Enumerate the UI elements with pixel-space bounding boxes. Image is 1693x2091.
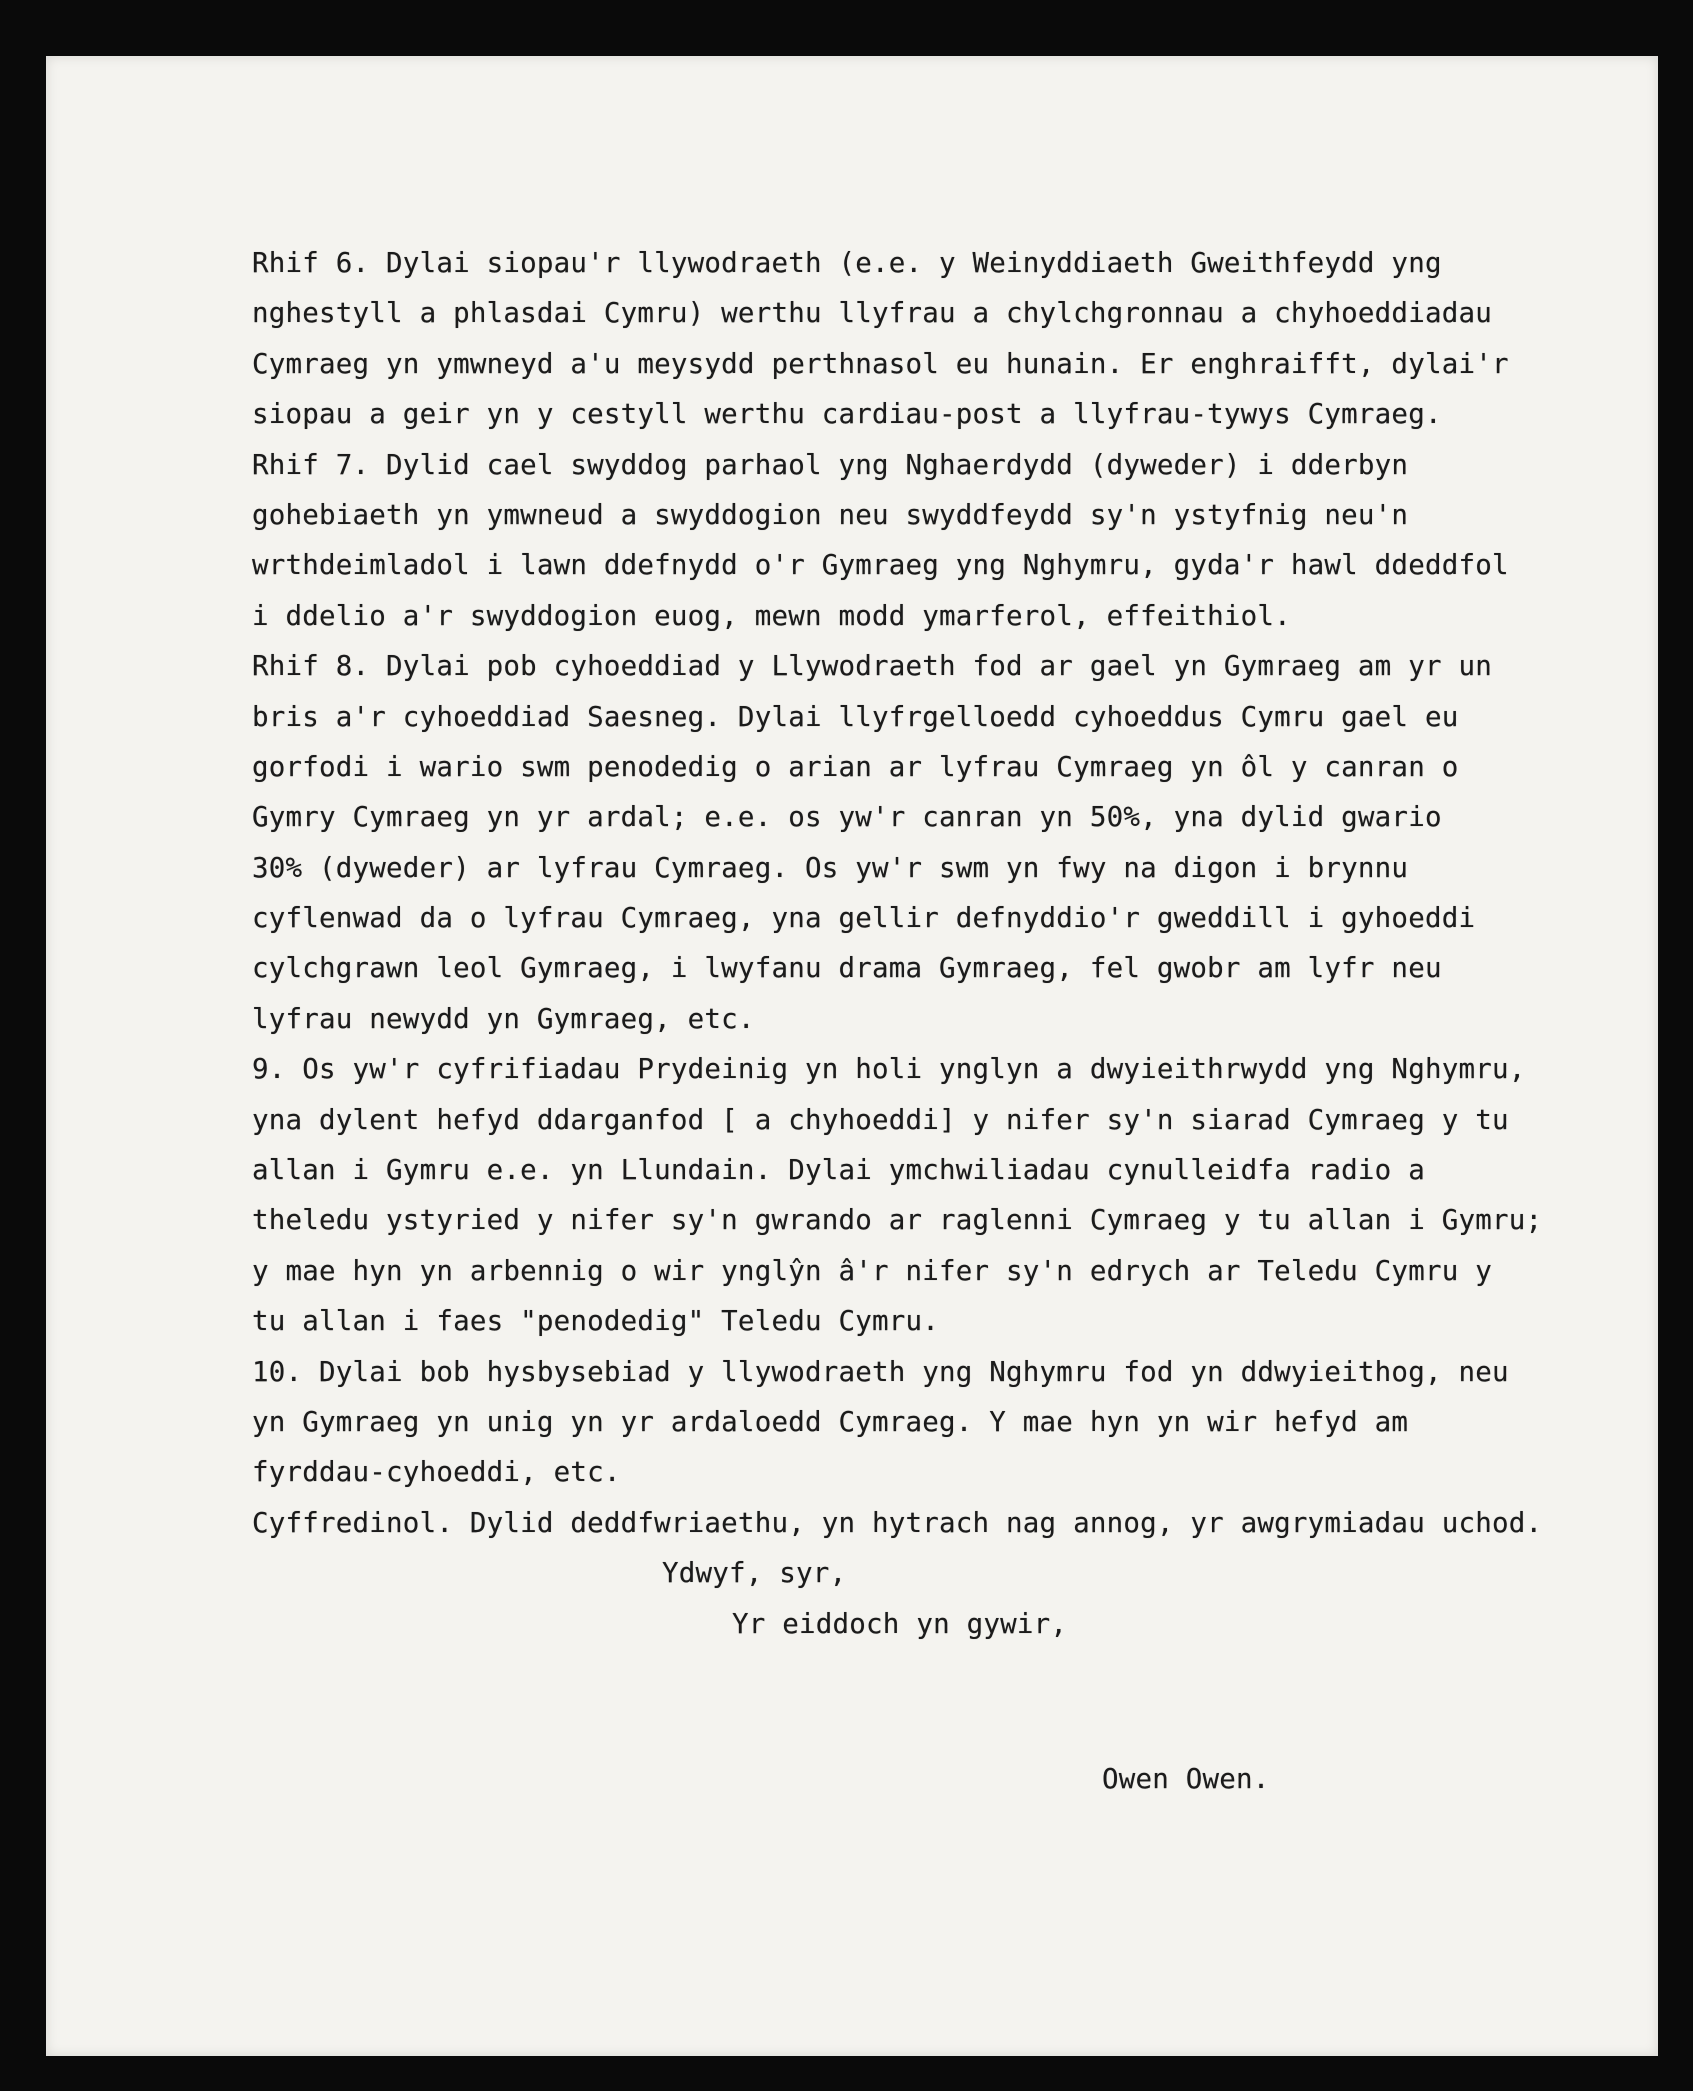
letter-page bbox=[46, 56, 1658, 2056]
text-line: Cymraeg yn ymwneyd a'u meysydd perthnasol eu hunain. Er enghraifft, dylai'r bbox=[252, 347, 1509, 380]
text-line: allan i Gymru e.e. yn Llundain. Dylai ymchwiliadau cynulleidfa radio a bbox=[252, 1154, 1425, 1187]
text-line: 9. Os yw'r cyfrifiadau Prydeinig yn holi ynglyn a dwyieithrwydd yng Nghymru, bbox=[252, 1053, 1526, 1086]
text-line: nghestyll a phlasdai Cymru) werthu llyfrau a chylchgronnau a chyhoeddiadau bbox=[252, 297, 1492, 330]
text-line: y mae hyn yn arbennig o wir ynglŷn â'r nifer sy'n edrych ar Teledu Cymru y bbox=[252, 1254, 1492, 1287]
text-line: i ddelio a'r swyddogion euog, mewn modd ymarferol, effeithiol. bbox=[252, 599, 1291, 632]
signature-space bbox=[252, 1649, 1682, 1754]
text-line: Rhif 6. Dylai siopau'r llywodraeth (e.e. y Weinyddiaeth Gweithfeydd yng bbox=[252, 247, 1442, 279]
text-line: cylchgrawn leol Gymraeg, i lwyfanu drama Gymraeg, fel gwobr am lyfr neu bbox=[252, 952, 1442, 985]
signature-name: Owen Owen. bbox=[1102, 1762, 1270, 1795]
text-line: Rhif 8. Dylai pob cyhoeddiad y Llywodraeth fod ar gael yn Gymraeg am yr un bbox=[252, 650, 1492, 683]
text-line: 30% (dyweder) ar lyfrau Cymraeg. Os yw'r swm yn fwy na digon i brynnu bbox=[252, 851, 1409, 884]
text-line: gorfodi i wario swm penodedig o arian ar lyfrau Cymraeg yn ôl y canran o bbox=[252, 750, 1459, 783]
text-line: wrthdeimladol i lawn ddefnydd o'r Gymraeg yng Nghymru, gyda'r hawl ddeddfol bbox=[252, 549, 1509, 582]
closing-valediction: Yr eiddoch yn gywir, bbox=[732, 1607, 1068, 1640]
text-line: Gymry Cymraeg yn yr ardal; e.e. os yw'r canran yn 50%, yna dylid gwario bbox=[252, 801, 1442, 834]
text-line: tu allan i faes "penodedig" Teledu Cymru. bbox=[252, 1305, 940, 1338]
text-line: cyflenwad da o lyfrau Cymraeg, yna gellir defnyddio'r gweddill i gyhoeddi bbox=[252, 902, 1476, 935]
text-line: bris a'r cyhoeddiad Saesneg. Dylai llyfrgelloedd cyhoeddus Cymru gael eu bbox=[252, 700, 1459, 733]
text-line: gohebiaeth yn ymwneud a swyddogion neu swyddfeydd sy'n ystyfnig neu'n bbox=[252, 498, 1409, 531]
text-line: yna dylent hefyd ddarganfod [ a chyhoeddi] y nifer sy'n siarad Cymraeg y tu bbox=[252, 1103, 1509, 1136]
closing-salutation: Ydwyf, syr, bbox=[662, 1557, 847, 1590]
text-line: Cyffredinol. Dylid deddfwriaethu, yn hytrach nag annog, yr awgrymiadau uchod. bbox=[252, 1506, 1543, 1539]
text-line: Rhif 7. Dylid cael swyddog parhaol yng Nghaerdydd (dyweder) i dderbyn bbox=[252, 448, 1409, 481]
text-line: siopau a geir yn y cestyll werthu cardiau-post a llyfrau-tywys Cymraeg. bbox=[252, 398, 1442, 431]
text-line: theledu ystyried y nifer sy'n gwrando ar raglenni Cymraeg y tu allan i Gymru; bbox=[252, 1204, 1543, 1237]
text-line: yn Gymraeg yn unig yn yr ardaloedd Cymraeg. Y mae hyn yn wir hefyd am bbox=[252, 1405, 1409, 1438]
letter-body bbox=[252, 238, 1682, 1804]
text-line: lyfrau newydd yn Gymraeg, etc. bbox=[252, 1002, 755, 1035]
text-line: fyrddau-cyhoeddi, etc. bbox=[252, 1456, 621, 1489]
text-line: 10. Dylai bob hysbysebiad y llywodraeth yng Nghymru fod yn ddwyieithog, neu bbox=[252, 1355, 1509, 1388]
